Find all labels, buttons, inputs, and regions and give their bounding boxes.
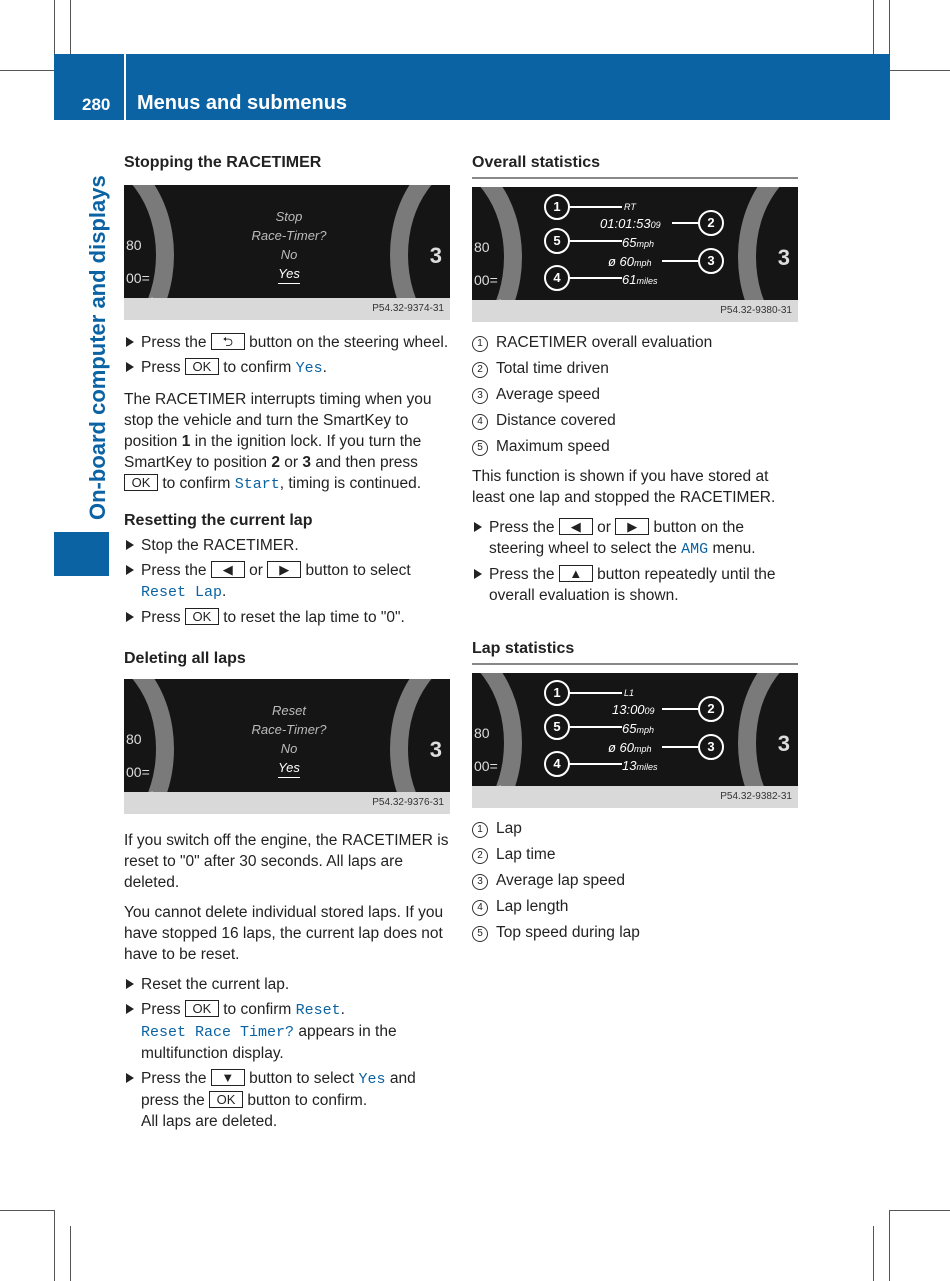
stat-dist: 13miles: [622, 758, 658, 773]
callout-line: [568, 206, 622, 208]
gauge-number: 3: [777, 245, 790, 270]
paragraph: The RACETIMER interrupts timing when you stop the vehicle and turn the SmartKey to position 1 in the ignition lock. If you turn the SmartKey to position 2 or 3 and then press OK to confirm Start, timing is continued.: [124, 391, 432, 493]
paragraph: You cannot delete individual stored laps. If you have stopped 16 laps, the current lap does not have to be reset.: [124, 904, 444, 963]
callout-line: [672, 222, 700, 224]
display-image-stop: [124, 185, 450, 320]
callout-line: [662, 708, 700, 710]
gauge-number: 00=: [126, 764, 150, 780]
list-item: Press OK to confirm Yes.: [124, 357, 452, 379]
callout-number: 5: [544, 228, 570, 254]
callout-line: [568, 726, 622, 728]
right-key: ▶: [267, 561, 301, 578]
legend-list: [472, 332, 798, 457]
callout-number: 1: [544, 194, 570, 220]
list-item: Press the ▼ button to select Yes and press the OK button to confirm. All laps are deleted.: [124, 1068, 452, 1132]
gauge-number: 3: [429, 737, 442, 762]
section-heading-reset: Resetting the current lap: [124, 512, 313, 529]
header-divider: [124, 54, 126, 120]
callout-line: [568, 240, 622, 242]
callout-line: [568, 692, 622, 694]
stat-max: 65mph: [622, 721, 654, 736]
paragraph: This function is shown if you have stored at least one lap and stopped the RACETIMER.: [472, 468, 776, 506]
callout-number: 1: [544, 680, 570, 706]
list-item: Press the ⮌ button on the steering wheel.: [124, 332, 452, 353]
legend-item: 2 Total time driven: [472, 358, 798, 379]
down-key: ▼: [211, 1069, 245, 1086]
crop-mark: [873, 1226, 874, 1281]
gauge-number: 80: [126, 731, 142, 747]
callout-number: 3: [698, 734, 724, 760]
legend-item: 1 RACETIMER overall evaluation: [472, 332, 798, 353]
section-heading-stop: Stopping the RACETIMER: [124, 154, 322, 171]
section-heading-delete: Deleting all laps: [124, 650, 246, 667]
display-menu: [234, 701, 344, 778]
legend-item: 5 Top speed during lap: [472, 922, 798, 943]
crop-mark: [54, 1210, 55, 1281]
ok-key: OK: [185, 1000, 219, 1017]
callout-line: [568, 763, 622, 765]
chapter-tab-marker: [54, 532, 109, 576]
list-item: Press OK to reset the lap time to "0".: [124, 607, 452, 628]
legend-item: 5 Maximum speed: [472, 436, 798, 457]
stat-avg: ø 60mph: [608, 740, 652, 755]
menu-line-selected: Yes: [278, 758, 300, 778]
page-title: Menus and submenus: [137, 92, 348, 114]
display-image-delete: [124, 679, 450, 814]
right-column: [472, 152, 798, 948]
callout-line: [568, 277, 622, 279]
list-item: Press the ◀ or ▶ button on the steering wheel to select the AMG menu.: [472, 517, 798, 560]
legend-item: 2 Lap time: [472, 844, 798, 865]
gauge-number: 00=: [126, 270, 150, 286]
legend-list: [472, 818, 798, 943]
section-heading-overall: Overall statistics: [472, 152, 798, 179]
list-item: Press the ◀ or ▶ button to select Reset Lap.: [124, 560, 452, 603]
list-item: Stop the RACETIMER.: [124, 535, 452, 556]
callout-number: 4: [544, 751, 570, 777]
stat-time: 13:0009: [612, 702, 655, 717]
gauge-number: 3: [429, 243, 442, 268]
stat-max: 65mph: [622, 235, 654, 250]
legend-item: 4 Distance covered: [472, 410, 798, 431]
menu-line: Stop: [275, 209, 303, 224]
chapter-tab-label: On-board computer and displays: [85, 175, 110, 520]
callout-number: 4: [544, 265, 570, 291]
legend-item: 4 Lap length: [472, 896, 798, 917]
crop-mark: [0, 1210, 54, 1211]
gauge-number: 00=: [474, 758, 498, 774]
display-image-lap: [472, 673, 798, 808]
image-caption: P54.32-9376-31: [124, 792, 450, 814]
crop-mark: [54, 0, 55, 54]
crop-mark: [873, 0, 874, 54]
crop-mark: [70, 1226, 71, 1281]
menu-line: No: [280, 247, 298, 262]
ok-key: OK: [185, 608, 219, 625]
left-key: ◀: [211, 561, 245, 578]
gauge-number: 80: [474, 239, 490, 255]
stat-lap: L1: [624, 688, 635, 698]
crop-mark: [889, 1210, 890, 1281]
gauge-number: 00=: [474, 272, 498, 288]
right-key: ▶: [615, 518, 649, 535]
stat-avg: ø 60mph: [608, 254, 652, 269]
image-caption: P54.32-9380-31: [472, 300, 798, 322]
gauge-number: 3: [777, 731, 790, 756]
ok-key: OK: [124, 474, 158, 491]
left-column: [124, 152, 452, 1136]
crop-mark: [889, 0, 890, 54]
paragraph: If you switch off the engine, the RACETIMER is reset to "0" after 30 seconds. All laps are deleted.: [124, 832, 449, 891]
section-heading-lap: Lap statistics: [472, 638, 798, 665]
gauge-number: 80: [474, 725, 490, 741]
stat-rt: RT: [624, 202, 636, 212]
crop-mark: [0, 70, 54, 71]
callout-number: 5: [544, 714, 570, 740]
callout-line: [662, 260, 700, 262]
callout-number: 2: [698, 696, 724, 722]
image-caption: P54.32-9382-31: [472, 786, 798, 808]
list-item: Reset the current lap.: [124, 974, 452, 995]
list-item: Press the ▲ button repeatedly until the overall evaluation is shown.: [472, 564, 798, 606]
legend-item: 3 Average lap speed: [472, 870, 798, 891]
menu-line: Race-Timer?: [251, 722, 327, 737]
menu-line: No: [280, 741, 298, 756]
page-header: [54, 54, 890, 120]
image-caption: P54.32-9374-31: [124, 298, 450, 320]
callout-number: 3: [698, 248, 724, 274]
menu-line: Reset: [272, 703, 306, 718]
back-key: ⮌: [211, 333, 245, 350]
crop-mark: [890, 70, 950, 71]
stat-dist: 61miles: [622, 272, 658, 287]
gauge-number: 80: [126, 237, 142, 253]
callout-line: [662, 746, 700, 748]
ok-key: OK: [209, 1091, 243, 1108]
left-key: ◀: [559, 518, 593, 535]
stat-time: 01:01:5309: [600, 216, 661, 231]
menu-line-selected: Yes: [278, 264, 300, 284]
crop-mark: [890, 1210, 950, 1211]
legend-item: 3 Average speed: [472, 384, 798, 405]
crop-mark: [70, 0, 71, 54]
display-image-overall: [472, 187, 798, 322]
display-menu: [234, 207, 344, 284]
up-key: ▲: [559, 565, 593, 582]
page-number: 280: [82, 95, 111, 114]
ok-key: OK: [185, 358, 219, 375]
callout-number: 2: [698, 210, 724, 236]
legend-item: 1 Lap: [472, 818, 798, 839]
list-item: Press OK to confirm Reset. Reset Race Timer? appears in the multifunction display.: [124, 999, 452, 1064]
menu-line: Race-Timer?: [251, 228, 327, 243]
